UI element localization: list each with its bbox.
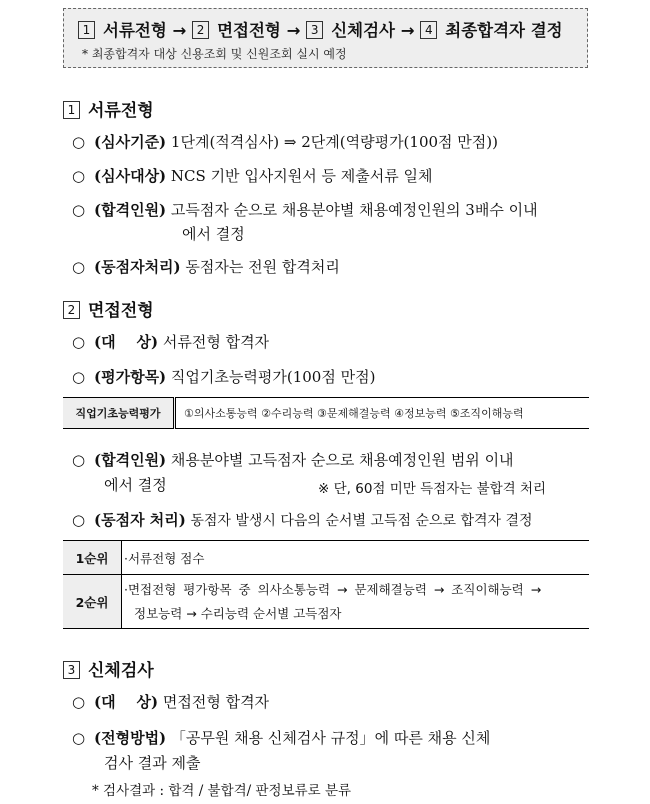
step-number: 4: [420, 21, 437, 39]
step-label: 최종합격자 결정: [445, 21, 563, 40]
bullet-icon: ○: [72, 511, 86, 529]
step-label: 신체검사: [331, 21, 395, 40]
evaluation-items-table: [63, 397, 589, 429]
table-cell: ①의사소통능력 ②수리능력 ③문제해결능력 ④정보능력 ⑤조직이해능력: [184, 407, 524, 420]
list-item: [72, 727, 592, 748]
section-title-physical-exam: [63, 656, 154, 681]
item-text: 채용분야별 고득점자 순으로 채용예정인원 범위 이내: [166, 451, 514, 469]
process-summary-box: [63, 8, 588, 68]
item-key: (합격인원): [94, 451, 167, 469]
step-label: 서류전형: [103, 21, 167, 40]
list-item: [72, 509, 592, 530]
section-title: 서류전형: [88, 101, 154, 121]
arrow-icon: →: [400, 21, 415, 40]
item-text: 서류전형 합격자: [158, 333, 270, 351]
list-item: [72, 331, 592, 352]
section-note: * 검사결과 : 합격 / 불합격/ 판정보류로 분류: [92, 783, 352, 799]
step-number: 3: [306, 21, 323, 39]
item-key: (합격인원): [94, 201, 167, 219]
bullet-icon: ○: [72, 333, 86, 351]
list-item: [72, 449, 592, 470]
item-key: (대 상): [94, 693, 159, 711]
table-cell: [122, 575, 590, 629]
item-continuation: 검사 결과 제출: [104, 754, 201, 772]
tie-break-table: [63, 540, 589, 629]
item-text: 직업기초능력평가(100점 만점): [166, 368, 376, 386]
bullet-icon: ○: [72, 368, 86, 386]
item-text: 동점자 발생시 다음의 순서별 고득점 순으로 합격자 결정: [185, 513, 533, 529]
item-key: (동점자 처리): [94, 511, 186, 529]
table-row: [63, 575, 589, 629]
bullet-icon: ○: [72, 133, 86, 151]
bullet-icon: ○: [72, 167, 86, 185]
rank-label: 2순위: [63, 575, 122, 629]
process-flow: [78, 17, 563, 41]
item-note: ※ 단, 60점 미만 득점자는 불합격 처리: [318, 481, 547, 497]
item-key: (전형방법): [94, 729, 167, 747]
item-key: (심사기준): [94, 133, 167, 151]
step-label: 면접전형: [217, 21, 281, 40]
bullet-icon: ○: [72, 258, 86, 276]
table-cell: ·서류전형 점수: [122, 541, 590, 575]
list-item: [72, 199, 592, 220]
list-item: [72, 131, 592, 152]
item-text: 「공무원 채용 신체검사 규정」에 따른 채용 신체: [166, 729, 491, 747]
section-title: 면접전형: [88, 301, 154, 321]
section-number: 3: [63, 661, 80, 679]
bullet-icon: ○: [72, 201, 86, 219]
list-item: [72, 165, 592, 186]
item-key: (평가항목): [94, 368, 167, 386]
bullet-icon: ○: [72, 451, 86, 469]
section-title-document-screening: [63, 96, 154, 121]
arrow-icon: →: [286, 21, 301, 40]
section-number: 2: [63, 301, 80, 319]
rank-label: 1순위: [63, 541, 122, 575]
section-title: 신체검사: [88, 661, 154, 681]
section-title-interview: [63, 296, 154, 321]
item-text: 1단계(적격심사) ⇒ 2단계(역량평가(100점 만점)): [166, 133, 498, 151]
bullet-icon: ○: [72, 693, 86, 711]
item-key: (대 상): [94, 333, 159, 351]
item-text: 면접전형 합격자: [158, 693, 270, 711]
step-number: 2: [192, 21, 209, 39]
bullet-icon: ○: [72, 729, 86, 747]
item-text: 고득점자 순으로 채용분야별 채용예정인원의 3배수 이내: [166, 201, 538, 219]
item-key: (심사대상): [94, 167, 167, 185]
cell-line: 정보능력 → 수리능력 순서별 고득점자: [134, 605, 342, 621]
item-continuation: 에서 결정: [104, 476, 167, 494]
table-row: [63, 541, 589, 575]
list-item: [72, 366, 592, 387]
item-text: 동점자는 전원 합격처리: [180, 258, 340, 276]
step-number: 1: [78, 21, 95, 39]
item-key: (동점자처리): [94, 258, 181, 276]
list-item: [72, 691, 592, 712]
list-item: [72, 256, 592, 277]
item-continuation: 에서 결정: [182, 225, 245, 243]
cell-line: ·면접전형 평가항목 중 의사소통능력 → 문제해결능력 → 조직이해능력 →: [124, 581, 542, 597]
arrow-icon: →: [172, 21, 187, 40]
item-text: NCS 기반 입사지원서 등 제출서류 일체: [166, 167, 433, 185]
section-number: 1: [63, 101, 80, 119]
table-label: 직업기초능력평가: [63, 398, 175, 429]
summary-note: * 최종합격자 대상 신용조회 및 신원조회 실시 예정: [82, 47, 347, 61]
